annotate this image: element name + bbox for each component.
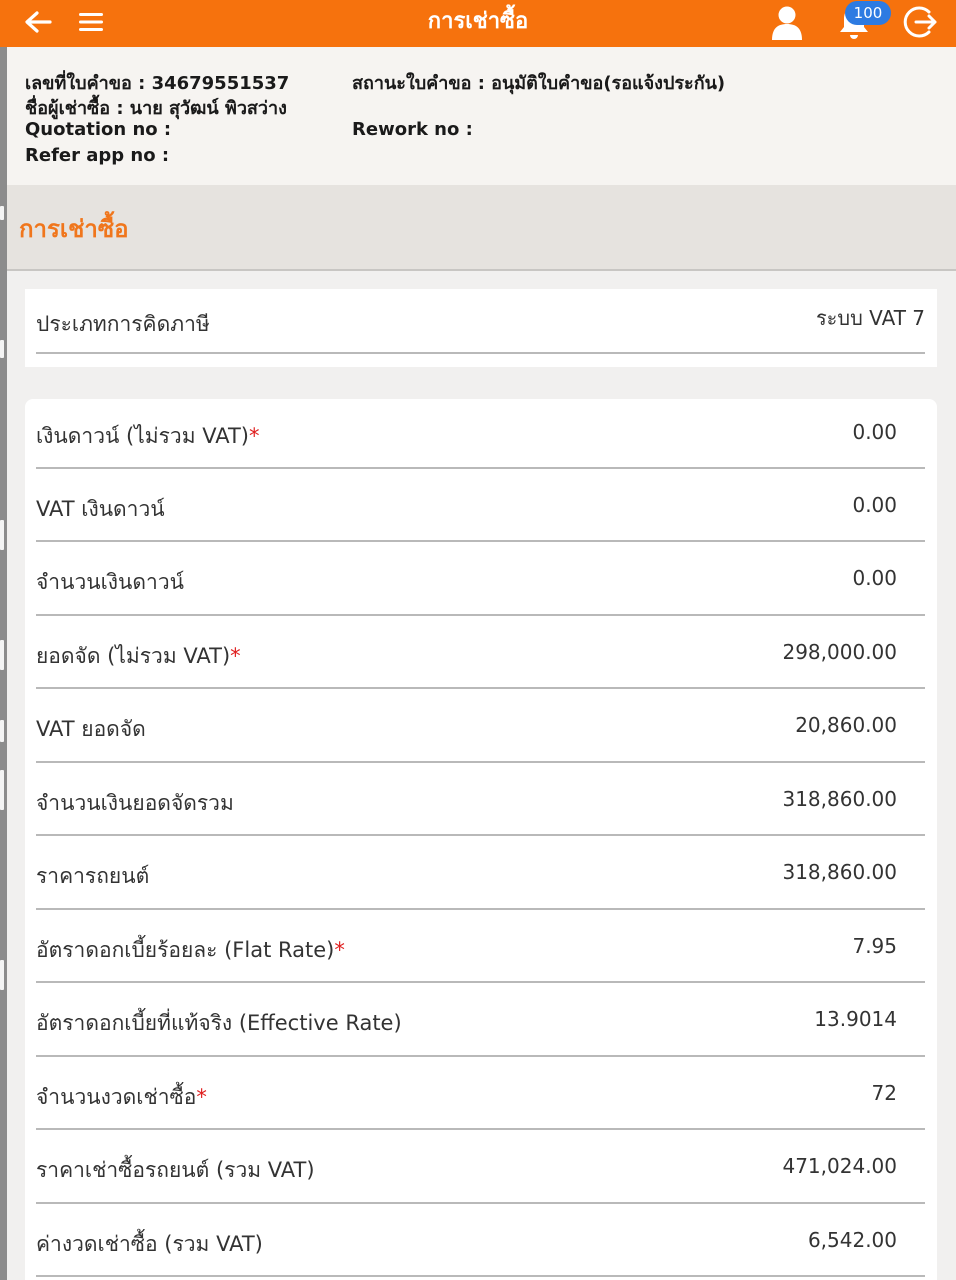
- field-value: 72: [871, 1081, 897, 1105]
- field-value: 0.00: [852, 566, 897, 590]
- field-label: จำนวนเงินดาวน์: [36, 570, 184, 594]
- field-label: อัตราดอกเบี้ยที่แท้จริง (Effective Rate): [36, 1011, 402, 1035]
- field-label: VAT เงินดาวน์: [36, 497, 165, 521]
- field-label: ราคารถยนต์: [36, 864, 150, 888]
- form-row-flat-rate[interactable]: [36, 910, 925, 983]
- section-title: การเช่าซื้อ: [19, 215, 129, 243]
- field-label: ราคาเช่าซื้อรถยนต์ (รวม VAT): [36, 1158, 315, 1182]
- field-label: เงินดาวน์ (ไม่รวม VAT)*: [36, 424, 260, 448]
- section-header: [7, 185, 956, 271]
- request-number: เลขที่ใบคำขอ : 34679551537: [25, 73, 290, 94]
- field-value: 20,860.00: [795, 713, 897, 737]
- field-value: 0.00: [852, 493, 897, 517]
- refer-app-number: Refer app no :: [25, 145, 170, 166]
- field-label: ยอดจัด (ไม่รวม VAT)*: [36, 644, 241, 668]
- user-icon: [770, 4, 804, 40]
- field-label: จำนวนงวดเช่าซื้อ*: [36, 1085, 207, 1109]
- form-row-total-finance-amount[interactable]: [36, 763, 925, 836]
- form-row-total-down-payment[interactable]: [36, 542, 925, 616]
- field-label: ค่างวดเช่าซื้อ (รวม VAT): [36, 1232, 263, 1256]
- field-value: 318,860.00: [782, 787, 897, 811]
- form-row-finance-amount[interactable]: [36, 616, 925, 689]
- field-value: 6,542.00: [807, 1228, 897, 1252]
- form-row-effective-rate[interactable]: [36, 983, 925, 1057]
- form-row-down-payment[interactable]: [36, 399, 925, 469]
- top-app-bar: [0, 0, 956, 47]
- form-row-vat-down-payment[interactable]: [36, 469, 925, 542]
- tax-type-value: ระบบ VAT 7: [815, 306, 925, 330]
- required-mark: *: [196, 1085, 207, 1109]
- request-status: สถานะใบคำขอ : อนุมัติใบคำขอ(รอแจ้งประกัน): [352, 73, 726, 94]
- field-label: อัตราดอกเบี้ยร้อยละ (Flat Rate)*: [36, 938, 345, 962]
- field-value: 7.95: [852, 934, 897, 958]
- form-row-installment-count[interactable]: [36, 1057, 925, 1130]
- request-info-panel: [7, 47, 956, 185]
- tax-type-card: [25, 289, 937, 367]
- required-mark: *: [334, 938, 345, 962]
- field-value: 13.9014: [814, 1007, 897, 1031]
- quotation-number: Quotation no :: [25, 119, 172, 140]
- field-value: 318,860.00: [782, 860, 897, 884]
- hire-purchase-card: [25, 399, 937, 1280]
- notification-count-badge: 100: [845, 1, 891, 25]
- form-row-hire-purchase-price[interactable]: [36, 1130, 925, 1204]
- logout-button[interactable]: [898, 0, 942, 44]
- field-label: VAT ยอดจัด: [36, 717, 146, 741]
- form-row-installment-amount[interactable]: [36, 1204, 925, 1277]
- buyer-name: ชื่อผู้เช่าซื้อ : นาย สุวัฒน์ พิวสว่าง: [25, 98, 287, 119]
- page-title: การเช่าซื้อ: [427, 9, 529, 34]
- tax-type-label: ประเภทการคิดภาษี: [36, 312, 210, 336]
- required-mark: *: [230, 644, 241, 668]
- rework-number: Rework no :: [352, 119, 473, 140]
- form-row-vat-finance-amount[interactable]: [36, 689, 925, 763]
- tax-type-row[interactable]: [36, 289, 925, 354]
- field-value: 471,024.00: [782, 1154, 897, 1178]
- form-row-car-price[interactable]: [36, 836, 925, 910]
- field-value: 0.00: [852, 420, 897, 444]
- required-mark: *: [249, 424, 260, 448]
- left-edge-strip: [0, 0, 7, 1280]
- logout-icon: [901, 3, 939, 41]
- field-value: 298,000.00: [782, 640, 897, 664]
- field-label: จำนวนเงินยอดจัดรวม: [36, 791, 234, 815]
- profile-button[interactable]: [766, 0, 808, 44]
